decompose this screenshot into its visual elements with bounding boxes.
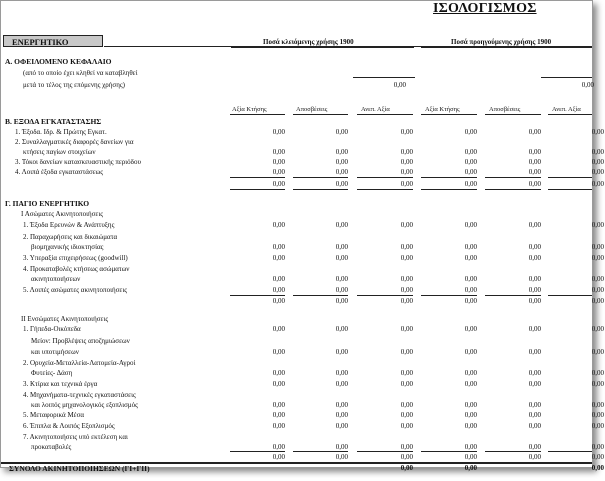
section-b-value: 0,00 xyxy=(464,158,477,166)
subheader-rule xyxy=(485,114,541,115)
intangible-value: 0,00 xyxy=(528,254,541,262)
intangible-value: 0,00 xyxy=(528,243,541,251)
tangible-value: 0,00 xyxy=(464,411,477,419)
intangible-value: 0,00 xyxy=(528,286,541,294)
tangible-value: 0,00 xyxy=(464,380,477,388)
intangible-title: Ι Ασώματες Ακινητοποιήσεις xyxy=(21,210,103,218)
section-g-title: Γ. ΠΑΓΙΟ ΕΝΕΡΓΗΤΙΚΟ xyxy=(5,199,90,208)
tangible-value: 0,00 xyxy=(400,348,413,356)
intangible-subtotal-rule xyxy=(357,295,413,296)
tangible-total-value: 0,00 xyxy=(464,453,477,461)
intangible-value: 0,00 xyxy=(400,275,413,283)
section-b-value: 0,00 xyxy=(400,158,413,166)
intangible-value: 0,00 xyxy=(591,286,604,294)
section-b-total-value: 0,00 xyxy=(464,180,477,188)
previous-year-rule xyxy=(421,47,592,48)
section-b-total-value: 0,00 xyxy=(335,180,348,188)
page-title: ΙΣΟΛΟΓΙΣΜΟΣ xyxy=(433,1,537,16)
intangible-item: 2. Παραχωρήσεις και δικαιώματα xyxy=(23,233,118,241)
tangible-total-value: 0,00 xyxy=(528,453,541,461)
tangible-value: 0,00 xyxy=(335,325,348,333)
section-b-item: 1. Έξοδα. Ιδρ. & Πρώτης Εγκατ. xyxy=(15,128,107,136)
intangible-value: 0,00 xyxy=(400,221,413,229)
section-b-total-underline xyxy=(230,189,285,190)
tangible-value: 0,00 xyxy=(528,443,541,451)
tangible-value: 0,00 xyxy=(464,401,477,409)
tangible-value: 0,00 xyxy=(591,380,604,388)
section-a-rule-current xyxy=(353,77,415,78)
intangible-value: 0,00 xyxy=(528,221,541,229)
intangible-total-value: 0,00 xyxy=(272,297,285,305)
tangible-item: 4. Μηχανήματα-τεχνικές εγκαταστάσεις xyxy=(23,391,136,399)
tangible-value: 0,00 xyxy=(400,325,413,333)
subheader-depreciation: Αποσβέσεις xyxy=(296,106,328,113)
tangible-value: 0,00 xyxy=(591,411,604,419)
subheader-rule xyxy=(421,114,477,115)
section-b-value: 0,00 xyxy=(335,148,348,156)
tangible-value: 0,00 xyxy=(528,380,541,388)
section-b-subtotal-rule xyxy=(230,177,285,178)
tangible-value: 0,00 xyxy=(400,380,413,388)
intangible-subtotal-rule xyxy=(421,295,477,296)
section-b-value: 0,00 xyxy=(464,148,477,156)
grand-total-value: 0,00 xyxy=(591,464,604,472)
intangible-subtotal-rule xyxy=(548,295,592,296)
tangible-total-value: 0,00 xyxy=(400,453,413,461)
tangible-value: 0,00 xyxy=(335,401,348,409)
section-b-subtotal-rule xyxy=(548,177,592,178)
section-header-assets: ΕΝΕΡΓΗΤΙΚΟ xyxy=(3,35,103,47)
tangible-value: 0,00 xyxy=(272,443,285,451)
tangible-value: 0,00 xyxy=(335,443,348,451)
section-b-value: 0,00 xyxy=(400,128,413,136)
tangible-title: ΙΙ Ενσώματες Ακινητοποιήσεις xyxy=(21,315,109,323)
section-b-total-value: 0,00 xyxy=(272,180,285,188)
tangible-item: 6. Έπιπλα & Λοιπός Εξοπλισμός xyxy=(23,422,115,430)
intangible-value: 0,00 xyxy=(464,243,477,251)
tangible-value: 0,00 xyxy=(335,380,348,388)
tangible-total-value: 0,00 xyxy=(335,453,348,461)
tangible-value: 0,00 xyxy=(528,401,541,409)
section-a-value-current: 0,00 xyxy=(393,81,406,89)
tangible-value: 0,00 xyxy=(528,325,541,333)
intangible-total-value: 0,00 xyxy=(400,297,413,305)
section-b-total-underline xyxy=(357,189,413,190)
tangible-value: 0,00 xyxy=(272,401,285,409)
section-b-item: 3. Τόκοι δανείων κατασκευαστικής περιόδου xyxy=(15,158,141,166)
tangible-item: 2. Ορυχεία-Μεταλλεία-Λατομεία-Αγροί xyxy=(23,359,136,367)
section-b-value: 0,00 xyxy=(335,158,348,166)
section-b-total-underline xyxy=(293,189,348,190)
intangible-value: 0,00 xyxy=(591,243,604,251)
section-b-item: κτήσεις παγίων στοιχείων xyxy=(23,148,96,156)
tangible-value: 0,00 xyxy=(335,411,348,419)
subheader-rule xyxy=(548,114,592,115)
tangible-value: 0,00 xyxy=(528,422,541,430)
section-b-value: 0,00 xyxy=(400,148,413,156)
intangible-value: 0,00 xyxy=(335,243,348,251)
tangible-value: 0,00 xyxy=(591,401,604,409)
total-label: ΣΥΝΟΛΟ ΑΚΙΝΗΤΟΠΟΙΗΣΕΩΝ (ΓΙ+ΓΙΙ) xyxy=(9,464,150,473)
grand-total-value: 0,00 xyxy=(464,464,477,472)
intangible-item: βιομηχανικής ιδιοκτησίας xyxy=(31,243,104,251)
section-b-value: 0,00 xyxy=(464,128,477,136)
tangible-total-value: 0,00 xyxy=(272,453,285,461)
current-year-rule xyxy=(231,47,414,48)
intangible-value: 0,00 xyxy=(335,254,348,262)
section-b-value: 0,00 xyxy=(272,158,285,166)
intangible-subtotal-rule xyxy=(230,295,285,296)
subheader-cost-prev: Αξία Κτήσης xyxy=(425,106,460,113)
section-a-line2: μετά το τέλος της επόμενης χρήσης) xyxy=(23,81,125,89)
section-b-value: 0,00 xyxy=(591,158,604,166)
tangible-item: και υποτιμήσεων xyxy=(31,348,79,356)
tangible-value: 0,00 xyxy=(528,411,541,419)
tangible-item: Φυτείες- Δάση xyxy=(31,369,73,377)
tangible-subtotal-rule xyxy=(230,451,285,452)
tangible-value: 0,00 xyxy=(464,348,477,356)
intangible-total-value: 0,00 xyxy=(591,297,604,305)
section-b-value: 0,00 xyxy=(335,128,348,136)
section-b-title: Β. ΕΞΟΔΑ ΕΓΚΑΤΑΣΤΑΣΗΣ xyxy=(5,117,102,126)
section-b-total-underline xyxy=(548,189,592,190)
section-b-value: 0,00 xyxy=(272,128,285,136)
section-b-value: 0,00 xyxy=(335,168,348,176)
intangible-total-value: 0,00 xyxy=(528,297,541,305)
section-b-total-value: 0,00 xyxy=(400,180,413,188)
intangible-value: 0,00 xyxy=(400,286,413,294)
subheader-rule xyxy=(357,114,413,115)
section-b-value: 0,00 xyxy=(591,168,604,176)
intangible-item: ακινητοποιήσεων xyxy=(31,275,81,283)
tangible-value: 0,00 xyxy=(464,369,477,377)
section-b-subtotal-rule xyxy=(293,177,348,178)
intangible-subtotal-rule xyxy=(485,295,541,296)
intangible-value: 0,00 xyxy=(335,286,348,294)
tangible-item: και λοιπός μηχανολογικός εξοπλισμός xyxy=(31,401,138,409)
tangible-item: Μείον: Προβλέψεις αποζημιώσεων xyxy=(31,337,130,345)
intangible-item: 4. Προκαταβολές κτήσεως ασώματων xyxy=(23,265,130,273)
subheader-depreciation-prev: Αποσβέσεις xyxy=(489,106,521,113)
tangible-value: 0,00 xyxy=(464,325,477,333)
tangible-subtotal-rule xyxy=(293,451,348,452)
tangible-value: 0,00 xyxy=(400,411,413,419)
intangible-value: 0,00 xyxy=(272,221,285,229)
section-b-value: 0,00 xyxy=(400,168,413,176)
section-b-total-underline xyxy=(485,189,541,190)
tangible-value: 0,00 xyxy=(335,422,348,430)
tangible-item: 7. Ακινητοποιήσεις υπό εκτέλεση και xyxy=(23,433,128,441)
section-b-total-value: 0,00 xyxy=(528,180,541,188)
section-b-subtotal-rule xyxy=(485,177,541,178)
subheader-rule xyxy=(230,114,285,115)
intangible-value: 0,00 xyxy=(272,286,285,294)
tangible-value: 0,00 xyxy=(272,380,285,388)
intangible-value: 0,00 xyxy=(400,254,413,262)
intangible-item: 1. Έξοδα Ερευνών & Ανάπτυξης xyxy=(23,221,115,229)
intangible-value: 0,00 xyxy=(464,221,477,229)
intangible-value: 0,00 xyxy=(464,254,477,262)
intangible-value: 0,00 xyxy=(272,243,285,251)
tangible-total-value: 0,00 xyxy=(591,453,604,461)
tangible-subtotal-rule xyxy=(421,451,477,452)
subheader-net-prev: Ανεπ. Αξία xyxy=(552,106,581,113)
tangible-value: 0,00 xyxy=(528,369,541,377)
section-b-value: 0,00 xyxy=(528,158,541,166)
tangible-value: 0,00 xyxy=(335,348,348,356)
tangible-subtotal-rule xyxy=(357,451,413,452)
section-b-value: 0,00 xyxy=(272,148,285,156)
intangible-item: 3. Υπεραξία επιχειρήσεως (goodwill) xyxy=(23,254,128,262)
tangible-value: 0,00 xyxy=(591,369,604,377)
subheader-rule xyxy=(293,114,348,115)
tangible-item: 3. Κτίρια και τεχνικά έργα xyxy=(23,380,98,388)
current-year-header: Ποσά κλειόμενης χρήσης 1900 xyxy=(263,38,354,46)
intangible-value: 0,00 xyxy=(272,254,285,262)
tangible-value: 0,00 xyxy=(400,401,413,409)
section-b-item: 2. Συναλλαγματικές διαφορές δανείων για xyxy=(15,138,134,146)
subheader-cost: Αξία Κτήσης xyxy=(232,106,267,113)
section-b-value: 0,00 xyxy=(528,168,541,176)
intangible-value: 0,00 xyxy=(464,275,477,283)
tangible-value: 0,00 xyxy=(464,422,477,430)
tangible-value: 0,00 xyxy=(591,325,604,333)
intangible-item: 5. Λοιπές ασώματες ακινητοποιήσεις xyxy=(23,286,127,294)
section-b-value: 0,00 xyxy=(464,168,477,176)
section-b-subtotal-rule xyxy=(357,177,413,178)
tangible-value: 0,00 xyxy=(400,369,413,377)
subheader-net: Ανεπ. Αξία xyxy=(361,106,390,113)
tangible-item: 1. Γήπεδα-Οικόπεδα xyxy=(23,325,81,333)
tangible-value: 0,00 xyxy=(591,443,604,451)
section-b-total-value: 0,00 xyxy=(591,180,604,188)
tangible-value: 0,00 xyxy=(272,325,285,333)
intangible-value: 0,00 xyxy=(464,286,477,294)
tangible-value: 0,00 xyxy=(400,422,413,430)
section-b-subtotal-rule xyxy=(421,177,477,178)
previous-year-header: Ποσά προηγούμενης χρήσης 1900 xyxy=(451,38,552,46)
tangible-value: 0,00 xyxy=(528,348,541,356)
section-b-value: 0,00 xyxy=(528,128,541,136)
tangible-value: 0,00 xyxy=(400,443,413,451)
intangible-value: 0,00 xyxy=(335,221,348,229)
section-a-rule-previous xyxy=(541,77,592,78)
intangible-value: 0,00 xyxy=(528,275,541,283)
section-b-value: 0,00 xyxy=(591,128,604,136)
grand-total-value: 0,00 xyxy=(400,464,413,472)
section-b-value: 0,00 xyxy=(272,168,285,176)
section-b-item: 4. Λοιπά έξοδα εγκαταστάσεως xyxy=(15,168,104,176)
tangible-item: 5. Μεταφορικά Μέσα xyxy=(23,411,85,419)
intangible-value: 0,00 xyxy=(400,243,413,251)
tangible-value: 0,00 xyxy=(272,369,285,377)
intangible-total-value: 0,00 xyxy=(335,297,348,305)
intangible-subtotal-rule xyxy=(293,295,348,296)
section-b-value: 0,00 xyxy=(591,148,604,156)
tangible-item: προκαταβολές xyxy=(31,443,72,451)
section-a-value-previous: 0,00 xyxy=(581,81,594,89)
intangible-value: 0,00 xyxy=(272,275,285,283)
tangible-value: 0,00 xyxy=(272,411,285,419)
section-b-value: 0,00 xyxy=(528,148,541,156)
tangible-value: 0,00 xyxy=(591,422,604,430)
tangible-value: 0,00 xyxy=(591,348,604,356)
intangible-total-value: 0,00 xyxy=(464,297,477,305)
tangible-subtotal-rule xyxy=(548,451,592,452)
tangible-value: 0,00 xyxy=(464,443,477,451)
intangible-value: 0,00 xyxy=(591,275,604,283)
intangible-value: 0,00 xyxy=(335,275,348,283)
tangible-subtotal-rule xyxy=(485,451,541,452)
section-a-title: Α. ΟΦΕΙΛΟΜΕΝΟ ΚΕΦΑΛΑΙΟ xyxy=(5,57,112,66)
section-b-total-underline xyxy=(421,189,477,190)
tangible-value: 0,00 xyxy=(335,369,348,377)
tangible-value: 0,00 xyxy=(272,348,285,356)
tangible-value: 0,00 xyxy=(272,422,285,430)
intangible-value: 0,00 xyxy=(591,221,604,229)
section-a-line1: (από το οποίο έχει κληθεί να καταβληθεί xyxy=(23,69,138,77)
intangible-value: 0,00 xyxy=(591,254,604,262)
